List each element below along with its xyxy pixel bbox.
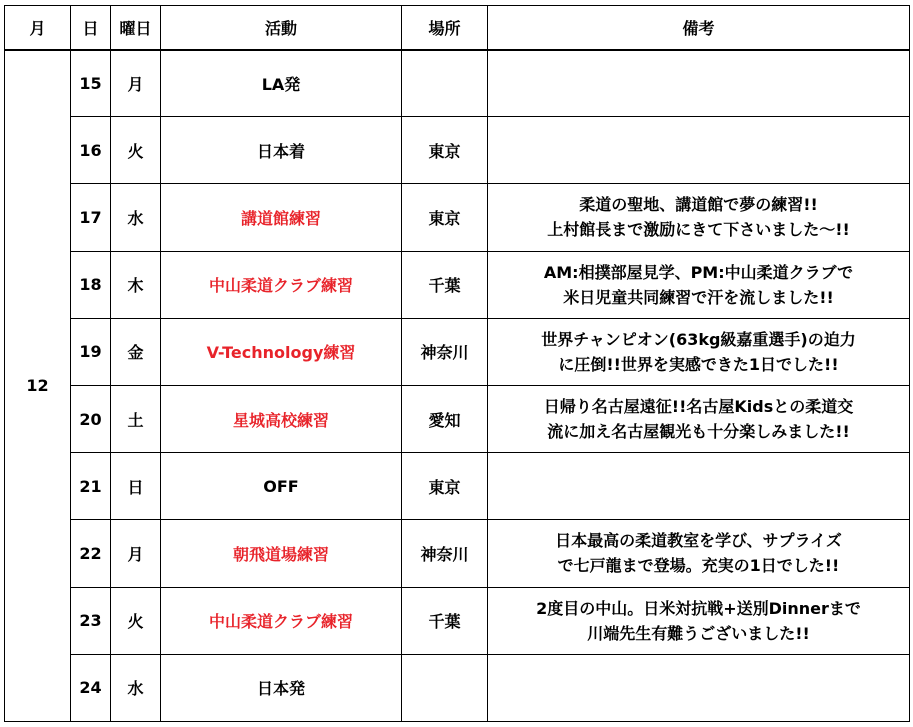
weekday-cell: 日 (111, 453, 161, 520)
notes-line: 柔道の聖地、講道館で夢の練習!! (579, 195, 818, 215)
schedule-table (4, 5, 910, 722)
notes-cell (488, 453, 910, 520)
day-cell: 23 (71, 587, 111, 654)
place-cell: 東京 (402, 184, 488, 251)
day-cell: 16 (71, 117, 111, 184)
weekday-cell: 水 (111, 654, 161, 721)
day-cell: 20 (71, 385, 111, 452)
weekday-cell: 火 (111, 117, 161, 184)
place-cell (402, 654, 488, 721)
header-place: 場所 (402, 6, 488, 50)
table-row (5, 117, 910, 184)
header-activity: 活動 (161, 6, 402, 50)
activity-cell: 朝飛道場練習 (161, 520, 402, 587)
header-day: 日 (71, 6, 111, 50)
activity-cell: 中山柔道クラブ練習 (161, 587, 402, 654)
table-row (5, 453, 910, 520)
place-cell: 神奈川 (402, 520, 488, 587)
table-row (5, 520, 910, 587)
place-cell (402, 50, 488, 117)
activity-cell: 星城高校練習 (161, 385, 402, 452)
day-cell: 15 (71, 50, 111, 117)
notes-line: 2度目の中山。日米対抗戦+送別Dinnerまで (536, 598, 861, 618)
day-cell: 22 (71, 520, 111, 587)
notes-cell (488, 654, 910, 721)
place-cell: 神奈川 (402, 318, 488, 385)
notes-line: 流に加え名古屋観光も十分楽しみました!! (547, 422, 850, 442)
header-weekday: 曜日 (111, 6, 161, 50)
day-cell: 17 (71, 184, 111, 251)
table-row (5, 654, 910, 721)
day-cell: 21 (71, 453, 111, 520)
place-cell: 東京 (402, 453, 488, 520)
notes-line: 世界チャンピオン(63kg級嘉重選手)の迫力 (541, 329, 856, 349)
table-row (5, 184, 910, 251)
day-cell: 19 (71, 318, 111, 385)
weekday-cell: 水 (111, 184, 161, 251)
notes-cell (488, 184, 910, 251)
notes-line: 日帰り名古屋遠征!!名古屋Kidsとの柔道交 (543, 397, 854, 417)
notes-line: に圧倒!!世界を実感できた1日でした!! (558, 354, 839, 374)
notes-line: で七戸龍まで登場。充実の1日でした!! (557, 556, 840, 576)
header-month: 月 (5, 6, 71, 50)
activity-cell: 中山柔道クラブ練習 (161, 251, 402, 318)
notes-line: 米日児童共同練習で汗を流しました!! (563, 287, 834, 307)
header-notes: 備考 (488, 6, 910, 50)
notes-cell (488, 50, 910, 117)
notes-cell (488, 587, 910, 654)
notes-cell (488, 318, 910, 385)
notes-line: 日本最高の柔道教室を学び、サプライズ (555, 531, 842, 551)
weekday-cell: 土 (111, 385, 161, 452)
place-cell: 愛知 (402, 385, 488, 452)
day-cell: 18 (71, 251, 111, 318)
table-row (5, 587, 910, 654)
activity-cell: 講道館練習 (161, 184, 402, 251)
notes-line: 川端先生有難うございました!! (587, 623, 810, 643)
weekday-cell: 月 (111, 50, 161, 117)
activity-cell: OFF (161, 453, 402, 520)
place-cell: 東京 (402, 117, 488, 184)
activity-cell: 日本着 (161, 117, 402, 184)
notes-line: AM:相撲部屋見学、PM:中山柔道クラブで (543, 262, 854, 282)
activity-cell: 日本発 (161, 654, 402, 721)
place-cell: 千葉 (402, 587, 488, 654)
table-row (5, 385, 910, 452)
weekday-cell: 金 (111, 318, 161, 385)
month-cell: 12 (5, 50, 71, 722)
notes-cell (488, 520, 910, 587)
place-cell: 千葉 (402, 251, 488, 318)
table-row (5, 318, 910, 385)
notes-cell (488, 117, 910, 184)
activity-cell: V-Technology練習 (161, 318, 402, 385)
table-row (5, 251, 910, 318)
table-row (5, 50, 910, 117)
notes-line: 上村館長まで激励にきて下さいました～!! (547, 220, 850, 240)
activity-cell: LA発 (161, 50, 402, 117)
notes-cell (488, 385, 910, 452)
weekday-cell: 火 (111, 587, 161, 654)
weekday-cell: 月 (111, 520, 161, 587)
day-cell: 24 (71, 654, 111, 721)
header-row (5, 6, 910, 50)
weekday-cell: 木 (111, 251, 161, 318)
notes-cell (488, 251, 910, 318)
